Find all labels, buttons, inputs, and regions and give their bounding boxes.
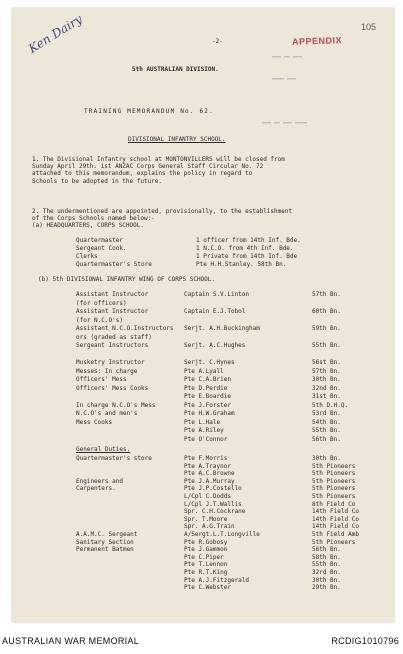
personnel-name: Pte A.Lyall bbox=[184, 367, 224, 375]
role-label: Assistant Instructor bbox=[76, 291, 149, 298]
personnel-name: Captain E.J.Tobol bbox=[184, 308, 246, 315]
assignment-detail: 1 Private from 14th Inf. Bde bbox=[196, 253, 298, 260]
paragraph-line: 1. The Divisional Infantry school at MONTONVILLERS will be closed from bbox=[32, 156, 285, 163]
personnel-name: Spr. A.G.Train bbox=[184, 523, 235, 531]
personnel-name: Pte J.A.Murray bbox=[184, 477, 235, 485]
role-label: Mess Cooks bbox=[76, 418, 113, 426]
unit-label: 30th Bn. bbox=[312, 455, 341, 462]
personnel-name: Pte J.P.Costello bbox=[184, 485, 242, 493]
personnel-name: Serjt. A.C.Hughes bbox=[184, 342, 246, 349]
unit-label: 32nd Bn. bbox=[312, 384, 341, 392]
personnel-name: Pte T.Lennon bbox=[184, 561, 228, 569]
unit-label: 29th Bn. bbox=[312, 584, 341, 592]
unit-label: 32rd Bn. bbox=[312, 569, 341, 576]
unit-label: 56st Bn. bbox=[312, 359, 341, 366]
unit-label: 8th Field Co bbox=[312, 500, 356, 508]
subsection-b-heading: (b) 5th DIVISIONAL INFANTRY WING OF CORPS SCHOOL. bbox=[38, 276, 216, 283]
personnel-name: Pte R.Gobosy bbox=[184, 538, 228, 546]
paragraph-line: of the Corps Schools named below:- bbox=[32, 215, 155, 223]
page-marker: -2- bbox=[212, 38, 223, 45]
personnel-name: Pte C.A.Brien bbox=[184, 376, 231, 383]
paragraph-line: 2. The undermentioned are appointed, provisionally, to the establishment bbox=[32, 208, 293, 215]
unit-label: 58th Bn. bbox=[312, 553, 341, 561]
archive-id: RCDIG1010796 bbox=[331, 636, 399, 646]
personnel-name: Pte C.Piper bbox=[184, 553, 224, 561]
personnel-name: Pte A.C.Browne bbox=[184, 470, 235, 478]
role-label: Assistant N.C.O.Instructors bbox=[76, 325, 174, 332]
unit-label: 59th Bn. bbox=[312, 325, 341, 332]
document-page bbox=[12, 8, 394, 622]
role-label: Quartermaster's store bbox=[76, 455, 152, 462]
personnel-name: Pte H.W.Graham bbox=[184, 410, 235, 417]
personnel-name: A/Sergt.L.T.Longville bbox=[184, 531, 260, 538]
personnel-name: Pte L.Hale bbox=[184, 418, 221, 426]
unit-label: 5th Pioneers bbox=[312, 493, 356, 500]
role-label: Officers' Mess bbox=[76, 376, 127, 383]
role-label: Sanitary Section bbox=[76, 538, 134, 546]
assignment-detail: 1 officer from 14th Inf. Bde. bbox=[196, 237, 301, 244]
general-duties-heading: General Duties. bbox=[76, 446, 131, 453]
unit-label: 57th Bn. bbox=[312, 367, 341, 375]
role-label: N.C.O's and men's bbox=[76, 410, 138, 417]
unit-label: 14th Field Co bbox=[312, 508, 359, 516]
role-label: Clerks bbox=[76, 253, 98, 260]
unit-label: 57th Bn. bbox=[312, 291, 341, 298]
unit-label: 5th D.H.Q. bbox=[312, 401, 349, 409]
role-label: (for officers) bbox=[76, 299, 127, 307]
unit-label: 55th Bn. bbox=[312, 427, 341, 434]
unit-label: 14th Field Co bbox=[312, 515, 359, 523]
personnel-name: Pte E.Boardie bbox=[184, 393, 231, 400]
role-label: In charge N.C.O's Mess bbox=[76, 401, 156, 409]
personnel-name: Pte R.T.King bbox=[184, 569, 228, 576]
role-label: Sergeant Instructors bbox=[76, 342, 149, 349]
unit-label: 5th Pioneers bbox=[312, 477, 356, 485]
unit-label: 53rd Bn. bbox=[312, 410, 341, 417]
role-label: Officers' Mess Cooks bbox=[76, 384, 149, 392]
show-through-text: ▬▬▬ ▬▬ ▬▬▬ ▬▬▬▬ bbox=[262, 120, 308, 126]
unit-label: 5th Pioneers bbox=[312, 538, 356, 546]
personnel-name: Serjt. A.H.Buckingham bbox=[184, 325, 260, 332]
role-label: Engineers and bbox=[76, 477, 123, 485]
personnel-name: L/Cpl J.T.Wallis bbox=[184, 500, 242, 508]
unit-label: 30th Bn. bbox=[312, 376, 341, 383]
role-label: Assistant Instructor bbox=[76, 308, 149, 315]
personnel-name: Pte J.Gammon bbox=[184, 546, 228, 554]
role-label: Permanent Batmen bbox=[76, 546, 134, 554]
assignment-detail: Pte H.H.Stanley. 58th Bn. bbox=[196, 261, 287, 268]
archive-footer bbox=[0, 624, 403, 654]
unit-label: 56th Bn. bbox=[312, 435, 341, 443]
unit-label: 55th Bn. bbox=[312, 561, 341, 569]
personnel-name: Serjt. C.Hynes bbox=[184, 359, 235, 366]
unit-label: 5th Field Amb bbox=[312, 531, 359, 538]
paragraph-line: (a) HEADQUARTERS, CORPS SCHOOL. bbox=[32, 222, 144, 230]
division-heading: 5th AUSTRALIAN DIVISION. bbox=[132, 66, 219, 73]
personnel-name: Pte A.Riley bbox=[184, 427, 224, 434]
personnel-name: Captain S.V.Linton bbox=[184, 291, 250, 298]
unit-label: 14th Field Co bbox=[312, 523, 359, 531]
personnel-name: Spr. C.H.Cockrane bbox=[184, 508, 246, 516]
personnel-name: L/Cpl C.Dodds bbox=[184, 493, 231, 500]
paragraph-line: Schools to be adopted in the future. bbox=[32, 177, 163, 185]
section-title: DIVISIONAL INFANTRY SCHOOL. bbox=[128, 136, 226, 143]
unit-label: 55th Bn. bbox=[312, 342, 341, 349]
role-label: ors (graded as staff) bbox=[76, 333, 152, 341]
handwritten-note: Ken Dairy bbox=[26, 11, 85, 56]
paragraph-line: attached to this memorandum, explains the policy in regard to bbox=[32, 170, 253, 178]
role-label: (for N.C.O's) bbox=[76, 316, 123, 324]
unit-label: 60th Bn. bbox=[312, 308, 341, 315]
role-label: Quartermaster's Store bbox=[76, 261, 152, 268]
role-label: Carpenters. bbox=[76, 485, 116, 493]
unit-label: 31st Bn. bbox=[312, 393, 341, 400]
personnel-name: Pte O'Connor bbox=[184, 435, 228, 443]
unit-label: 5th Pioneers bbox=[312, 485, 356, 493]
personnel-name: Pte A.Traynor bbox=[184, 462, 231, 470]
page-number: 105 bbox=[360, 22, 376, 32]
appendix-stamp: APPENDIX bbox=[291, 35, 343, 47]
paragraph-line: Sunday April 29th. 1st ANZAC Corps General Staff Circular No. 72 bbox=[32, 163, 264, 171]
personnel-name: Pte D.Perdie bbox=[184, 384, 228, 392]
unit-label: 5th Pioneers bbox=[312, 470, 356, 478]
personnel-name: Pte C.Webster bbox=[184, 584, 231, 592]
unit-label: 56th Bn. bbox=[312, 546, 341, 554]
unit-label: 54th Bn. bbox=[312, 418, 341, 426]
personnel-name: Pte F.Morris bbox=[184, 455, 228, 462]
archive-name: AUSTRALIAN WAR MEMORIAL bbox=[2, 636, 140, 646]
unit-label: 30th Bn. bbox=[312, 576, 341, 584]
role-label: A.A.M.C. Sergeant bbox=[76, 531, 138, 538]
role-label: Quartermaster bbox=[76, 237, 123, 244]
role-label: Musketry Instructor bbox=[76, 359, 145, 366]
personnel-name: Pte A.J.Fitzgerald bbox=[184, 576, 250, 584]
show-through-text: ▬▬▬ ▬▬ ▬▬▬ bbox=[272, 54, 303, 60]
assignment-detail: 1 N.C.O. from 4th Inf. Bde. bbox=[196, 245, 294, 252]
show-through-text: ▬▬▬▬ ▬▬▬ bbox=[272, 76, 297, 82]
personnel-name: Spr. T.Moore bbox=[184, 515, 228, 523]
role-label: Messes: In charge bbox=[76, 367, 138, 375]
personnel-name: Pte J.Forster bbox=[184, 401, 231, 409]
unit-label: 5th Pioneers bbox=[312, 462, 356, 470]
memo-title: TRAINING MEMORANDUM No. 62. bbox=[84, 108, 214, 115]
role-label: Sergeant Cook. bbox=[76, 245, 127, 252]
